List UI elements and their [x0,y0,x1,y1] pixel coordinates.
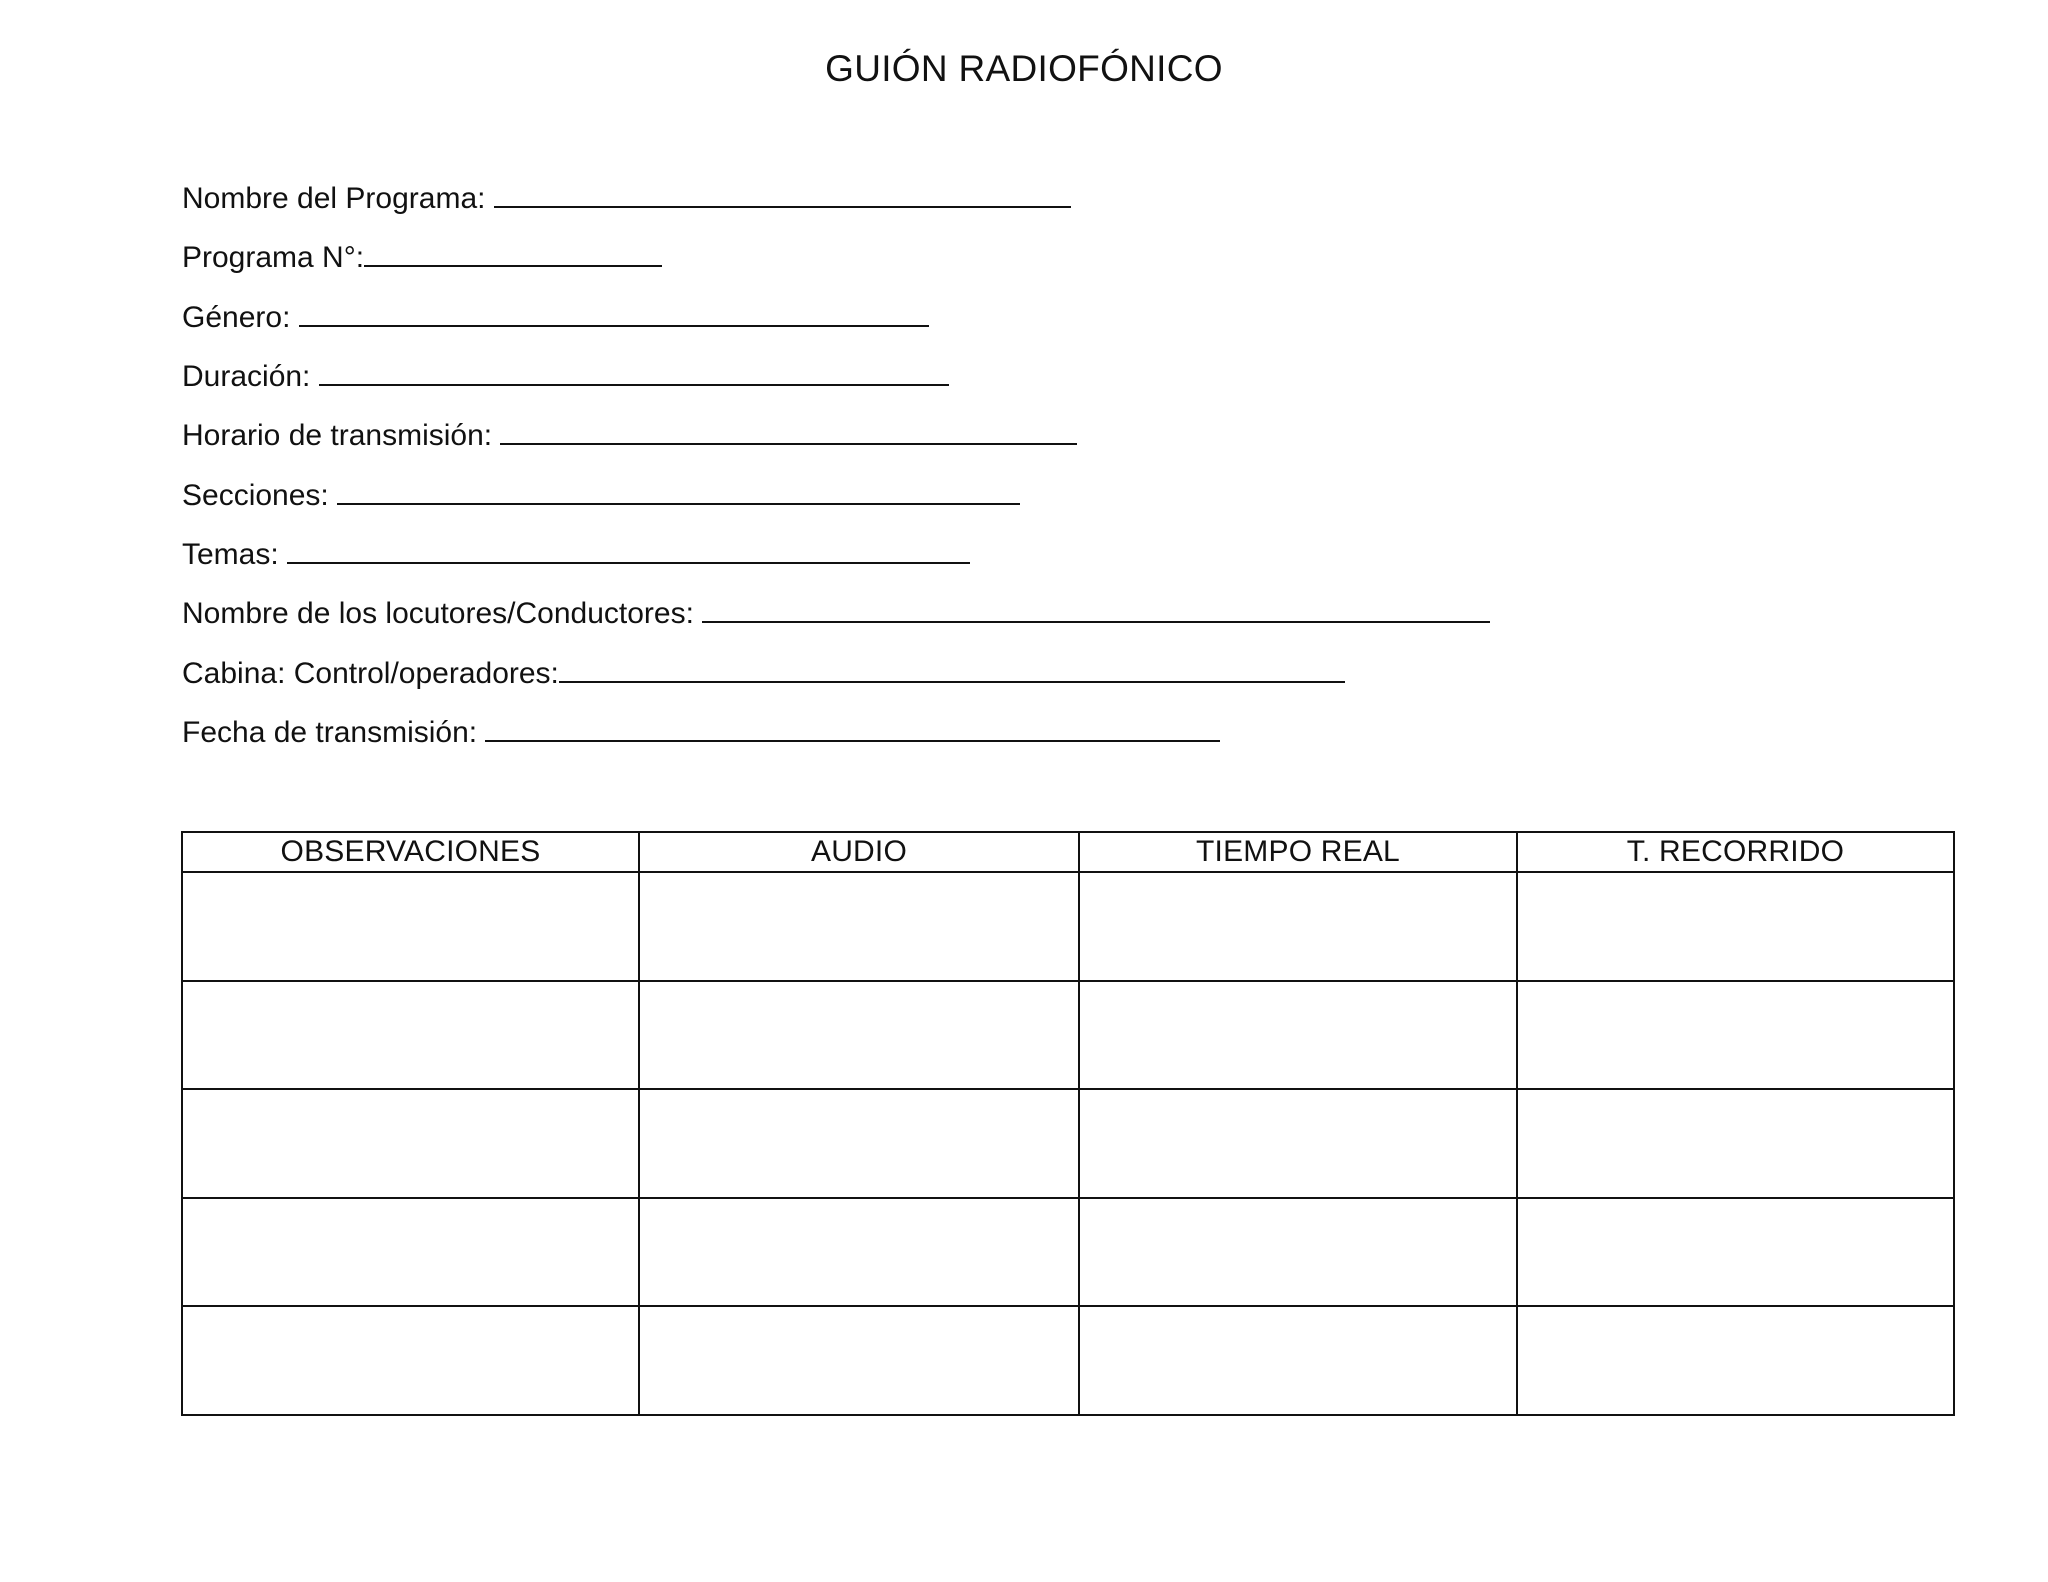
field-label: Programa N°: [182,241,365,274]
table-cell-tiempo-real[interactable] [1079,872,1517,981]
table-row [182,1306,1954,1415]
field-temas [182,537,970,573]
column-header-tiempo-real: TIEMPO REAL [1079,832,1517,872]
field-label: Cabina: Control/operadores: [182,657,559,690]
field-label: Secciones: [182,479,338,512]
field-label: Duración: [182,360,319,393]
table-cell-t-recorrido[interactable] [1517,981,1954,1090]
field-duracion [182,359,949,395]
table-cell-tiempo-real[interactable] [1079,981,1517,1090]
blank-line[interactable] [319,360,949,386]
table-cell-observaciones[interactable] [182,1306,639,1415]
field-cabina-control-operadores [182,656,1345,692]
column-header-audio: AUDIO [639,832,1079,872]
field-label: Nombre de los locutores/Conductores: [182,597,703,630]
script-table [181,831,1955,1416]
table-cell-audio[interactable] [639,1306,1079,1415]
table-cell-tiempo-real[interactable] [1079,1089,1517,1198]
field-locutores-conductores [182,596,1490,632]
page-title: GUIÓN RADIOFÓNICO [825,48,1223,89]
field-genero [182,300,929,336]
table-cell-observaciones[interactable] [182,981,639,1090]
blank-line[interactable] [299,301,929,327]
table-cell-audio[interactable] [639,1198,1079,1307]
table-cell-t-recorrido[interactable] [1517,1306,1954,1415]
blank-line[interactable] [364,241,662,267]
field-label: Género: [182,301,299,334]
table-cell-observaciones[interactable] [182,1198,639,1307]
table-cell-observaciones[interactable] [182,872,639,981]
table-cell-observaciones[interactable] [182,1089,639,1198]
field-label: Fecha de transmisión: [182,716,486,749]
column-header-t-recorrido: T. RECORRIDO [1517,832,1954,872]
table-header-row [182,832,1954,872]
table-cell-tiempo-real[interactable] [1079,1306,1517,1415]
field-label: Horario de transmisión: [182,419,501,452]
blank-line[interactable] [485,716,1220,742]
table-cell-audio[interactable] [639,872,1079,981]
table-row [182,981,1954,1090]
blank-line[interactable] [559,657,1345,683]
table-row [182,1089,1954,1198]
table-row [182,872,1954,981]
field-nombre-del-programa [182,181,1071,217]
blank-line[interactable] [287,538,970,564]
table-cell-tiempo-real[interactable] [1079,1198,1517,1307]
field-label: Nombre del Programa: [182,182,494,215]
column-header-observaciones: OBSERVACIONES [182,832,639,872]
field-horario-de-transmision [182,418,1077,454]
table-cell-t-recorrido[interactable] [1517,1089,1954,1198]
blank-line[interactable] [337,479,1020,505]
field-label: Temas: [182,538,288,571]
blank-line[interactable] [702,597,1490,623]
field-fecha-de-transmision [182,715,1220,751]
field-secciones [182,478,1020,514]
table-cell-t-recorrido[interactable] [1517,1198,1954,1307]
table-row [182,1198,1954,1307]
blank-line[interactable] [494,182,1071,208]
blank-line[interactable] [500,419,1077,445]
table-cell-t-recorrido[interactable] [1517,872,1954,981]
table-cell-audio[interactable] [639,1089,1079,1198]
field-programa-numero [182,240,662,276]
table-cell-audio[interactable] [639,981,1079,1090]
